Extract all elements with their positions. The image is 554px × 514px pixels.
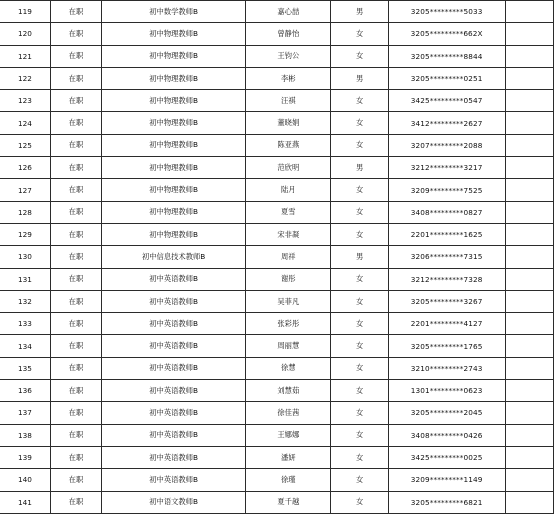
note-cell[interactable] bbox=[505, 67, 554, 89]
note-cell[interactable] bbox=[505, 90, 554, 112]
row-number-cell[interactable]: 139 bbox=[0, 446, 50, 468]
note-cell[interactable] bbox=[505, 134, 554, 156]
note-cell[interactable] bbox=[505, 201, 554, 223]
note-cell[interactable] bbox=[505, 402, 554, 424]
table-row bbox=[0, 380, 554, 402]
staff-table-body bbox=[0, 1, 554, 514]
position-cell[interactable]: 初中物理教师B bbox=[102, 223, 246, 245]
name-cell[interactable]: 夏千越 bbox=[246, 491, 331, 513]
table-row bbox=[0, 313, 554, 335]
id-number-cell[interactable]: 3425*********0547 bbox=[388, 90, 505, 112]
id-number-cell[interactable]: 2201*********4127 bbox=[388, 313, 505, 335]
table-row bbox=[0, 23, 554, 45]
id-number-cell[interactable]: 3408*********0426 bbox=[388, 424, 505, 446]
gender-cell[interactable]: 男 bbox=[331, 1, 388, 23]
gender-cell[interactable]: 女 bbox=[331, 335, 388, 357]
position-cell[interactable]: 初中物理教师B bbox=[102, 45, 246, 67]
table-row bbox=[0, 1, 554, 23]
row-number-cell[interactable]: 122 bbox=[0, 67, 50, 89]
status-cell[interactable]: 在职 bbox=[50, 45, 101, 67]
position-cell[interactable]: 初中信息技术教师B bbox=[102, 246, 246, 268]
status-cell[interactable]: 在职 bbox=[50, 134, 101, 156]
gender-cell[interactable]: 女 bbox=[331, 23, 388, 45]
id-number-cell[interactable]: 3205*********0251 bbox=[388, 67, 505, 89]
name-cell[interactable]: 董晓娟 bbox=[246, 112, 331, 134]
status-cell[interactable]: 在职 bbox=[50, 246, 101, 268]
name-cell[interactable]: 吴菲凡 bbox=[246, 290, 331, 312]
gender-cell[interactable]: 女 bbox=[331, 223, 388, 245]
gender-cell[interactable]: 女 bbox=[331, 201, 388, 223]
table-row bbox=[0, 201, 554, 223]
row-number-cell[interactable]: 125 bbox=[0, 134, 50, 156]
position-cell[interactable]: 初中物理教师B bbox=[102, 134, 246, 156]
row-number-cell[interactable]: 141 bbox=[0, 491, 50, 513]
note-cell[interactable] bbox=[505, 313, 554, 335]
position-cell[interactable]: 初中英语教师B bbox=[102, 380, 246, 402]
gender-cell[interactable]: 女 bbox=[331, 290, 388, 312]
position-cell[interactable]: 初中英语教师B bbox=[102, 402, 246, 424]
gender-cell[interactable]: 女 bbox=[331, 424, 388, 446]
name-cell[interactable]: 李彬 bbox=[246, 67, 331, 89]
name-cell[interactable]: 周祥 bbox=[246, 246, 331, 268]
row-number-cell[interactable]: 126 bbox=[0, 157, 50, 179]
status-cell[interactable]: 在职 bbox=[50, 290, 101, 312]
position-cell[interactable]: 初中物理教师B bbox=[102, 112, 246, 134]
status-cell[interactable]: 在职 bbox=[50, 335, 101, 357]
table-row bbox=[0, 90, 554, 112]
name-cell[interactable]: 谢彤 bbox=[246, 268, 331, 290]
name-cell[interactable]: 刘慧茹 bbox=[246, 380, 331, 402]
gender-cell[interactable]: 女 bbox=[331, 179, 388, 201]
note-cell[interactable] bbox=[505, 45, 554, 67]
table-row bbox=[0, 45, 554, 67]
note-cell[interactable] bbox=[505, 179, 554, 201]
table-row bbox=[0, 67, 554, 89]
name-cell[interactable]: 王钧公 bbox=[246, 45, 331, 67]
status-cell[interactable]: 在职 bbox=[50, 67, 101, 89]
id-number-cell[interactable]: 3212*********3217 bbox=[388, 157, 505, 179]
table-row bbox=[0, 469, 554, 491]
gender-cell[interactable]: 男 bbox=[331, 67, 388, 89]
id-number-cell[interactable]: 3408*********0827 bbox=[388, 201, 505, 223]
row-number-cell[interactable]: 140 bbox=[0, 469, 50, 491]
status-cell[interactable]: 在职 bbox=[50, 1, 101, 23]
row-number-cell[interactable]: 130 bbox=[0, 246, 50, 268]
row-number-cell[interactable]: 132 bbox=[0, 290, 50, 312]
name-cell[interactable]: 陈亚燕 bbox=[246, 134, 331, 156]
position-cell[interactable]: 初中物理教师B bbox=[102, 179, 246, 201]
position-cell[interactable]: 初中语文教师B bbox=[102, 491, 246, 513]
gender-cell[interactable]: 女 bbox=[331, 268, 388, 290]
status-cell[interactable]: 在职 bbox=[50, 380, 101, 402]
status-cell[interactable]: 在职 bbox=[50, 491, 101, 513]
table-row bbox=[0, 335, 554, 357]
id-number-cell[interactable]: 3425*********0025 bbox=[388, 446, 505, 468]
status-cell[interactable]: 在职 bbox=[50, 201, 101, 223]
row-number-cell[interactable]: 124 bbox=[0, 112, 50, 134]
note-cell[interactable] bbox=[505, 1, 554, 23]
note-cell[interactable] bbox=[505, 469, 554, 491]
row-number-cell[interactable]: 137 bbox=[0, 402, 50, 424]
table-row bbox=[0, 157, 554, 179]
row-number-cell[interactable]: 129 bbox=[0, 223, 50, 245]
position-cell[interactable]: 初中数学教师B bbox=[102, 1, 246, 23]
table-row bbox=[0, 491, 554, 513]
status-cell[interactable]: 在职 bbox=[50, 157, 101, 179]
position-cell[interactable]: 初中物理教师B bbox=[102, 23, 246, 45]
row-number-cell[interactable]: 136 bbox=[0, 380, 50, 402]
status-cell[interactable]: 在职 bbox=[50, 469, 101, 491]
gender-cell[interactable]: 女 bbox=[331, 469, 388, 491]
gender-cell[interactable]: 女 bbox=[331, 380, 388, 402]
note-cell[interactable] bbox=[505, 491, 554, 513]
id-number-cell[interactable]: 3209*********7525 bbox=[388, 179, 505, 201]
status-cell[interactable]: 在职 bbox=[50, 357, 101, 379]
position-cell[interactable]: 初中英语教师B bbox=[102, 335, 246, 357]
status-cell[interactable]: 在职 bbox=[50, 268, 101, 290]
name-cell[interactable]: 宋非凝 bbox=[246, 223, 331, 245]
status-cell[interactable]: 在职 bbox=[50, 23, 101, 45]
id-number-cell[interactable]: 3209*********1149 bbox=[388, 469, 505, 491]
gender-cell[interactable]: 女 bbox=[331, 313, 388, 335]
name-cell[interactable]: 徐慧 bbox=[246, 357, 331, 379]
gender-cell[interactable]: 女 bbox=[331, 446, 388, 468]
note-cell[interactable] bbox=[505, 112, 554, 134]
name-cell[interactable]: 汪祺 bbox=[246, 90, 331, 112]
id-number-cell[interactable]: 3205*********3267 bbox=[388, 290, 505, 312]
table-row bbox=[0, 446, 554, 468]
position-cell[interactable]: 初中物理教师B bbox=[102, 201, 246, 223]
id-number-cell[interactable]: 3207*********2088 bbox=[388, 134, 505, 156]
name-cell[interactable]: 王娜娜 bbox=[246, 424, 331, 446]
table-row bbox=[0, 246, 554, 268]
table-row bbox=[0, 179, 554, 201]
note-cell[interactable] bbox=[505, 246, 554, 268]
name-cell[interactable]: 陆月 bbox=[246, 179, 331, 201]
status-cell[interactable]: 在职 bbox=[50, 313, 101, 335]
row-number-cell[interactable]: 128 bbox=[0, 201, 50, 223]
note-cell[interactable] bbox=[505, 23, 554, 45]
position-cell[interactable]: 初中英语教师B bbox=[102, 446, 246, 468]
gender-cell[interactable]: 女 bbox=[331, 112, 388, 134]
table-row bbox=[0, 402, 554, 424]
name-cell[interactable]: 周丽慧 bbox=[246, 335, 331, 357]
row-number-cell[interactable]: 134 bbox=[0, 335, 50, 357]
position-cell[interactable]: 初中物理教师B bbox=[102, 90, 246, 112]
position-cell[interactable]: 初中英语教师B bbox=[102, 424, 246, 446]
name-cell[interactable]: 张彩彤 bbox=[246, 313, 331, 335]
id-number-cell[interactable]: 3205*********8844 bbox=[388, 45, 505, 67]
gender-cell[interactable]: 女 bbox=[331, 402, 388, 424]
id-number-cell[interactable]: 3212*********7328 bbox=[388, 268, 505, 290]
name-cell[interactable]: 徐瑾 bbox=[246, 469, 331, 491]
table-row bbox=[0, 134, 554, 156]
note-cell[interactable] bbox=[505, 223, 554, 245]
name-cell[interactable]: 范欣明 bbox=[246, 157, 331, 179]
position-cell[interactable]: 初中英语教师B bbox=[102, 313, 246, 335]
note-cell[interactable] bbox=[505, 446, 554, 468]
status-cell[interactable]: 在职 bbox=[50, 424, 101, 446]
id-number-cell[interactable]: 3210*********2743 bbox=[388, 357, 505, 379]
row-number-cell[interactable]: 133 bbox=[0, 313, 50, 335]
note-cell[interactable] bbox=[505, 335, 554, 357]
gender-cell[interactable]: 女 bbox=[331, 491, 388, 513]
name-cell[interactable]: 潘妍 bbox=[246, 446, 331, 468]
name-cell[interactable]: 嘉心喆 bbox=[246, 1, 331, 23]
row-number-cell[interactable]: 135 bbox=[0, 357, 50, 379]
id-number-cell[interactable]: 3205*********2045 bbox=[388, 402, 505, 424]
gender-cell[interactable]: 女 bbox=[331, 357, 388, 379]
table-row bbox=[0, 268, 554, 290]
position-cell[interactable]: 初中物理教师B bbox=[102, 67, 246, 89]
status-cell[interactable]: 在职 bbox=[50, 446, 101, 468]
gender-cell[interactable]: 女 bbox=[331, 45, 388, 67]
position-cell[interactable]: 初中英语教师B bbox=[102, 268, 246, 290]
row-number-cell[interactable]: 138 bbox=[0, 424, 50, 446]
note-cell[interactable] bbox=[505, 380, 554, 402]
note-cell[interactable] bbox=[505, 268, 554, 290]
status-cell[interactable]: 在职 bbox=[50, 402, 101, 424]
id-number-cell[interactable]: 3205*********1765 bbox=[388, 335, 505, 357]
row-number-cell[interactable]: 121 bbox=[0, 45, 50, 67]
note-cell[interactable] bbox=[505, 290, 554, 312]
position-cell[interactable]: 初中英语教师B bbox=[102, 290, 246, 312]
position-cell[interactable]: 初中英语教师B bbox=[102, 469, 246, 491]
note-cell[interactable] bbox=[505, 357, 554, 379]
position-cell[interactable]: 初中英语教师B bbox=[102, 357, 246, 379]
table-row bbox=[0, 424, 554, 446]
note-cell[interactable] bbox=[505, 424, 554, 446]
gender-cell[interactable]: 男 bbox=[331, 157, 388, 179]
id-number-cell[interactable]: 3412*********2627 bbox=[388, 112, 505, 134]
row-number-cell[interactable]: 123 bbox=[0, 90, 50, 112]
status-cell[interactable]: 在职 bbox=[50, 90, 101, 112]
name-cell[interactable]: 徐佳茜 bbox=[246, 402, 331, 424]
gender-cell[interactable]: 男 bbox=[331, 246, 388, 268]
row-number-cell[interactable]: 120 bbox=[0, 23, 50, 45]
status-cell[interactable]: 在职 bbox=[50, 112, 101, 134]
note-cell[interactable] bbox=[505, 157, 554, 179]
id-number-cell[interactable]: 2201*********1625 bbox=[388, 223, 505, 245]
table-row bbox=[0, 290, 554, 312]
name-cell[interactable]: 夏雪 bbox=[246, 201, 331, 223]
row-number-cell[interactable]: 119 bbox=[0, 1, 50, 23]
table-row bbox=[0, 223, 554, 245]
id-number-cell[interactable]: 1301*********0623 bbox=[388, 380, 505, 402]
table-row bbox=[0, 357, 554, 379]
status-cell[interactable]: 在职 bbox=[50, 179, 101, 201]
position-cell[interactable]: 初中物理教师B bbox=[102, 157, 246, 179]
name-cell[interactable]: 曾静怡 bbox=[246, 23, 331, 45]
table-row bbox=[0, 112, 554, 134]
id-number-cell[interactable]: 3205*********6821 bbox=[388, 491, 505, 513]
id-number-cell[interactable]: 3205*********662X bbox=[388, 23, 505, 45]
gender-cell[interactable]: 女 bbox=[331, 90, 388, 112]
id-number-cell[interactable]: 3206*********7315 bbox=[388, 246, 505, 268]
status-cell[interactable]: 在职 bbox=[50, 223, 101, 245]
gender-cell[interactable]: 女 bbox=[331, 134, 388, 156]
id-number-cell[interactable]: 3205*********5033 bbox=[388, 1, 505, 23]
row-number-cell[interactable]: 127 bbox=[0, 179, 50, 201]
row-number-cell[interactable]: 131 bbox=[0, 268, 50, 290]
